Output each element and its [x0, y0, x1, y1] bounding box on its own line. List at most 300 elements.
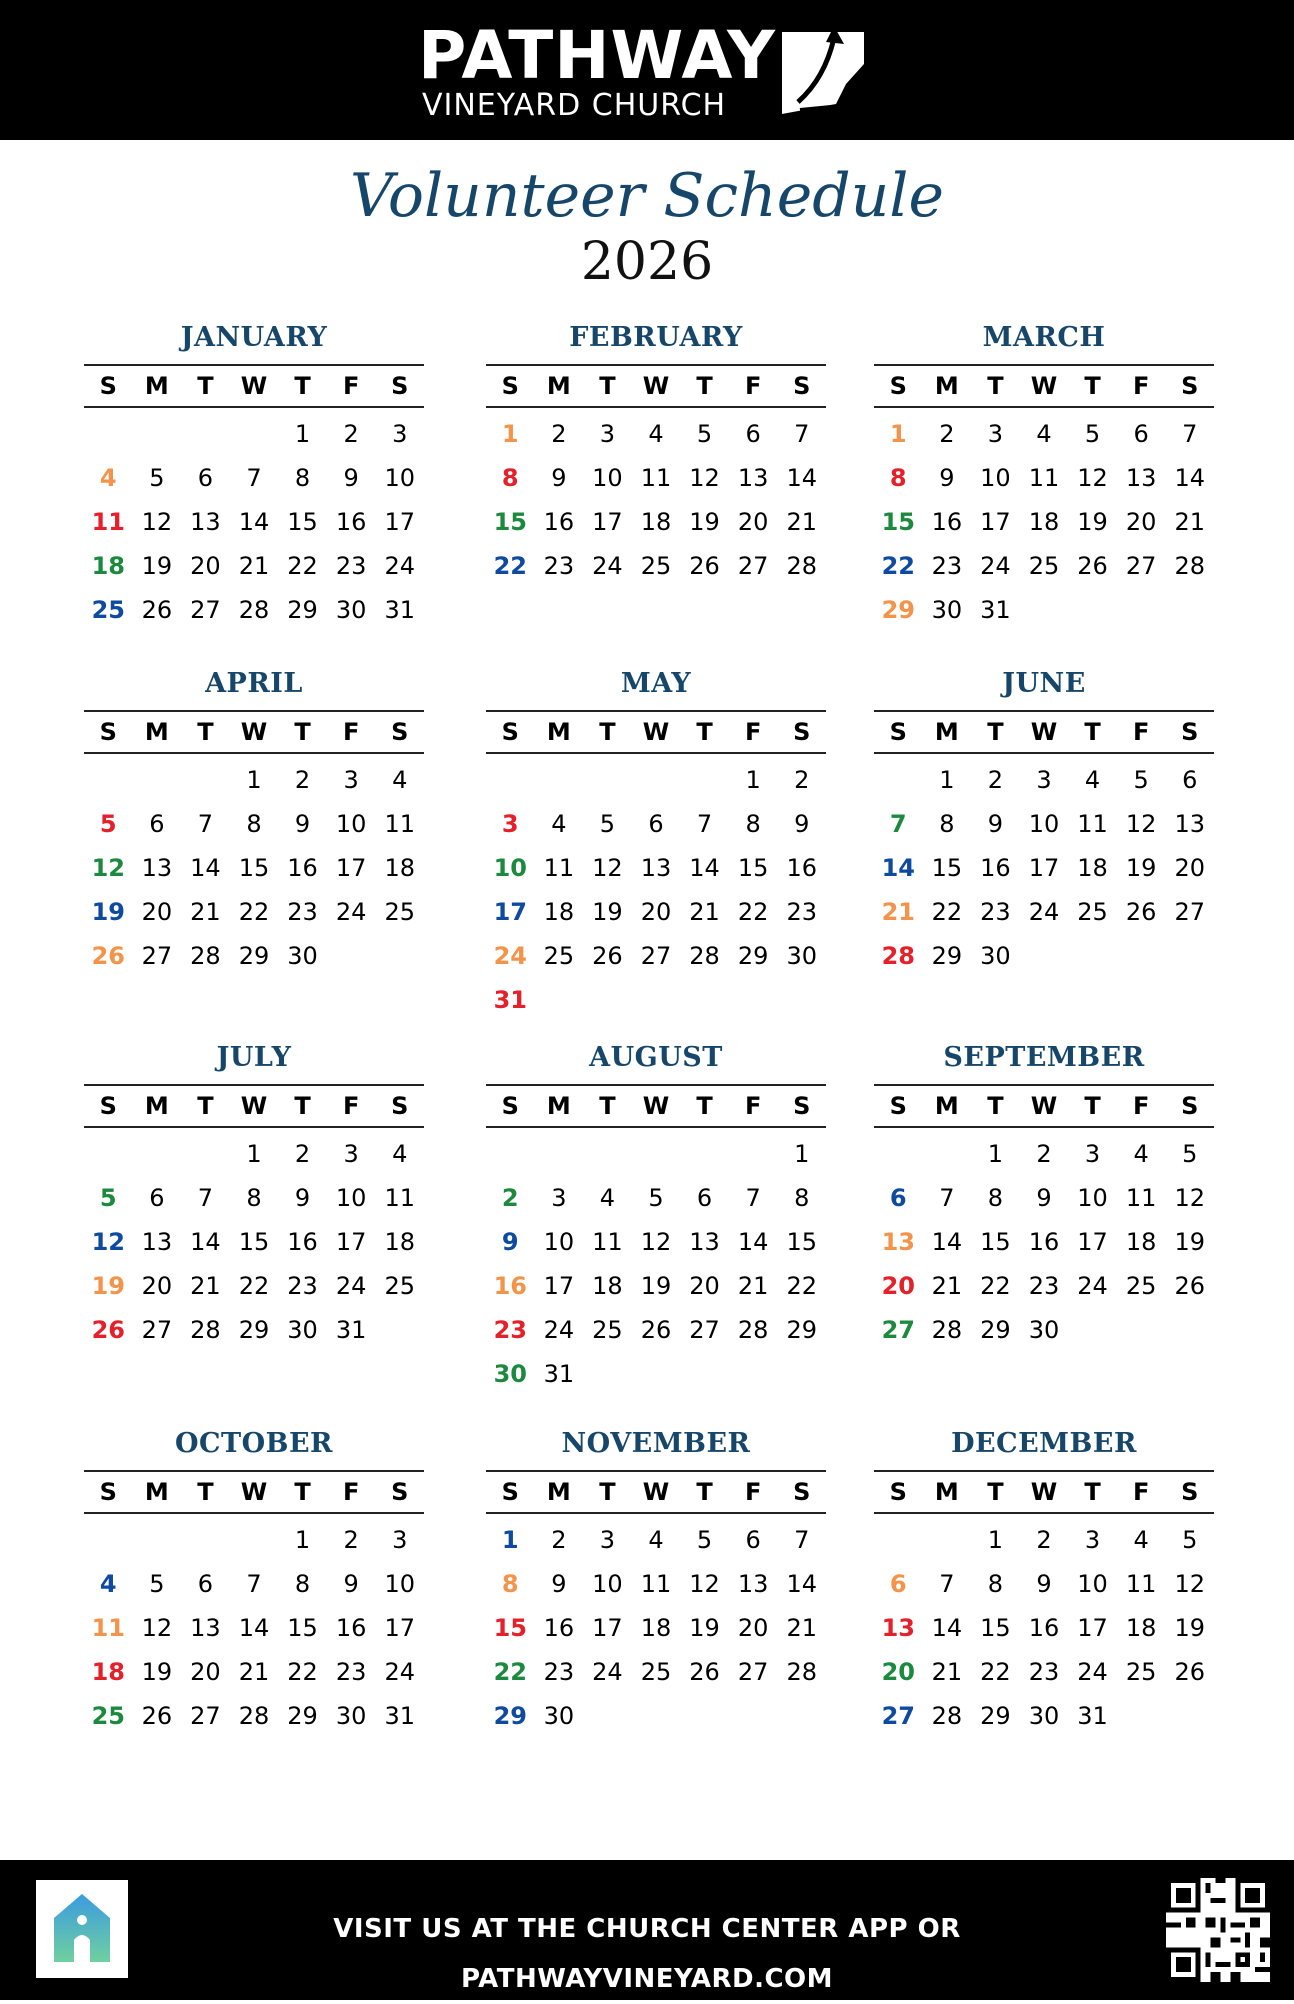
day-number: 10	[1028, 810, 1060, 838]
day-number: 15	[238, 854, 270, 882]
day-number: 22	[287, 552, 318, 580]
empty-day	[583, 1132, 632, 1176]
weekday-label: W	[240, 1092, 268, 1120]
weekday-label: S	[99, 1092, 117, 1120]
month-name: SEPTEMBER	[943, 1042, 1145, 1073]
day-number: 15	[287, 508, 318, 536]
day-number: 4	[392, 1140, 408, 1168]
empty-day	[181, 758, 230, 802]
day-number: 27	[1174, 898, 1205, 926]
sunday-day: 10	[493, 854, 527, 882]
day-number: 14	[931, 1614, 963, 1642]
sunday-day: 2	[501, 1184, 519, 1212]
day-number: 27	[689, 1316, 720, 1344]
qr-code[interactable]	[1166, 1878, 1270, 1982]
day-number: 18	[1028, 508, 1060, 536]
day-number: 11	[1125, 1570, 1157, 1598]
days-grid	[84, 412, 424, 632]
weekday-label: M	[144, 1478, 169, 1506]
day-number: 16	[1028, 1614, 1060, 1642]
page-title: Volunteer Schedule	[350, 161, 944, 231]
day-number: 22	[931, 898, 963, 926]
day-number: 12	[1125, 810, 1157, 838]
sunday-day: 29	[881, 596, 915, 624]
day-number: 11	[640, 1570, 672, 1598]
day-number: 25	[543, 942, 575, 970]
weekday-label: F	[744, 1478, 762, 1506]
weekday-label: W	[1030, 372, 1058, 400]
day-number: 12	[141, 508, 173, 536]
day-number: 26	[141, 1702, 173, 1730]
day-number: 3	[392, 1526, 408, 1554]
month-name: NOVEMBER	[561, 1428, 751, 1459]
day-number: 29	[287, 596, 318, 624]
day-number: 31	[384, 1702, 415, 1730]
day-number: 21	[786, 1614, 817, 1642]
day-number: 30	[1028, 1702, 1060, 1730]
day-number: 24	[543, 1316, 575, 1344]
weekday-label: T	[1084, 372, 1101, 400]
church-center-app-icon[interactable]	[36, 1880, 128, 1978]
empty-day	[535, 1132, 584, 1176]
day-number: 12	[689, 464, 720, 492]
weekday-header	[486, 1470, 826, 1514]
day-number: 27	[737, 1658, 769, 1686]
day-number: 9	[794, 810, 810, 838]
day-number: 20	[737, 1614, 769, 1642]
weekday-label: T	[197, 1478, 214, 1506]
day-number: 28	[238, 1702, 270, 1730]
day-number: 25	[1077, 898, 1108, 926]
day-number: 18	[543, 898, 575, 926]
day-number: 2	[987, 766, 1004, 794]
day-number: 14	[689, 854, 720, 882]
days-grid	[486, 1132, 826, 1396]
weekday-label: T	[696, 372, 713, 400]
sunday-day: 30	[493, 1360, 527, 1388]
day-number: 9	[551, 1570, 567, 1598]
day-number: 24	[1028, 898, 1060, 926]
day-number: 4	[648, 1526, 664, 1554]
weekday-label: W	[240, 718, 268, 746]
day-number: 6	[648, 810, 664, 838]
day-number: 2	[343, 1526, 359, 1554]
weekday-label: T	[599, 718, 616, 746]
day-number: 17	[1028, 854, 1060, 882]
days-grid	[874, 1518, 1214, 1738]
weekday-header	[84, 1470, 424, 1514]
day-number: 27	[141, 942, 173, 970]
day-number: 22	[737, 898, 769, 926]
day-number: 21	[190, 1272, 221, 1300]
day-number: 25	[592, 1316, 623, 1344]
weekday-label: M	[934, 718, 959, 746]
brand-name: PATHWAY	[418, 17, 776, 94]
month-name: JUNE	[1002, 668, 1086, 699]
day-number: 3	[1036, 766, 1052, 794]
sunday-day: 15	[493, 508, 527, 536]
day-number: 5	[149, 464, 165, 492]
empty-day	[181, 412, 230, 456]
day-number: 10	[335, 810, 367, 838]
day-number: 10	[592, 464, 623, 492]
day-number: 7	[1182, 420, 1198, 448]
day-number: 28	[931, 1702, 963, 1730]
day-number: 24	[335, 1272, 367, 1300]
weekday-label: S	[391, 1478, 409, 1506]
day-number: 23	[1028, 1272, 1060, 1300]
day-number: 8	[745, 810, 761, 838]
days-grid	[874, 758, 1214, 978]
day-number: 11	[1028, 464, 1060, 492]
sunday-day: 22	[493, 552, 527, 580]
weekday-label: F	[342, 372, 360, 400]
sunday-day: 17	[493, 898, 527, 926]
day-number: 25	[384, 1272, 415, 1300]
day-number: 3	[551, 1184, 567, 1212]
day-number: 14	[737, 1228, 769, 1256]
day-number: 15	[980, 1614, 1011, 1642]
footer-visit-text[interactable]: VISIT US AT THE CHURCH CENTER APP OR PATHWAYVINEYARD.COM	[333, 1914, 961, 1994]
day-number: 8	[794, 1184, 810, 1212]
sunday-day: 3	[501, 810, 519, 838]
weekday-header	[874, 710, 1214, 754]
day-number: 26	[1174, 1658, 1205, 1686]
month-november	[486, 1424, 826, 1738]
day-number: 7	[939, 1184, 955, 1212]
sunday-day: 19	[91, 898, 125, 926]
day-number: 10	[1077, 1570, 1108, 1598]
day-number: 2	[794, 766, 810, 794]
day-number: 26	[592, 942, 623, 970]
weekday-label: M	[144, 372, 169, 400]
day-number: 31	[335, 1316, 367, 1344]
weekday-label: F	[342, 718, 360, 746]
sunday-day: 6	[889, 1184, 907, 1212]
day-number: 4	[1084, 766, 1101, 794]
empty-day	[84, 412, 133, 456]
day-number: 20	[737, 508, 769, 536]
day-number: 7	[939, 1570, 955, 1598]
weekday-label: W	[642, 1092, 670, 1120]
sunday-day: 20	[881, 1658, 915, 1686]
day-number: 29	[786, 1316, 817, 1344]
month-name: MARCH	[982, 322, 1106, 353]
day-number: 8	[939, 810, 955, 838]
day-number: 19	[592, 898, 623, 926]
day-number: 17	[335, 854, 367, 882]
weekday-label: W	[1030, 1092, 1058, 1120]
weekday-label: T	[294, 1092, 311, 1120]
weekday-label: W	[642, 718, 670, 746]
day-number: 11	[640, 464, 672, 492]
day-number: 24	[1077, 1272, 1108, 1300]
day-number: 27	[141, 1316, 173, 1344]
day-number: 8	[246, 810, 262, 838]
day-number: 19	[141, 1658, 173, 1686]
weekday-label: T	[1084, 718, 1101, 746]
empty-day	[923, 1518, 972, 1562]
empty-day	[486, 758, 535, 802]
sunday-day: 18	[91, 552, 125, 580]
days-grid	[84, 1132, 424, 1352]
sunday-day: 26	[91, 1316, 125, 1344]
day-number: 5	[1182, 1140, 1198, 1168]
day-number: 13	[737, 1570, 769, 1598]
day-number: 12	[1174, 1184, 1205, 1212]
sunday-day: 20	[881, 1272, 915, 1300]
weekday-label: S	[99, 1478, 117, 1506]
day-number: 11	[1077, 810, 1108, 838]
sunday-day: 4	[99, 1570, 117, 1598]
weekday-label: M	[546, 1478, 571, 1506]
day-number: 10	[980, 464, 1011, 492]
weekday-label: F	[342, 1092, 360, 1120]
days-grid	[84, 1518, 424, 1738]
sunday-day: 1	[501, 420, 519, 448]
sunday-day: 29	[493, 1702, 527, 1730]
empty-day	[486, 1132, 535, 1176]
day-number: 29	[980, 1702, 1011, 1730]
sunday-day: 16	[493, 1272, 527, 1300]
day-number: 29	[287, 1702, 318, 1730]
day-number: 1	[246, 1140, 262, 1168]
day-number: 16	[335, 1614, 367, 1642]
day-number: 20	[141, 1272, 173, 1300]
day-number: 30	[786, 942, 817, 970]
day-number: 24	[592, 1658, 623, 1686]
weekday-label: T	[294, 1478, 311, 1506]
weekday-label: S	[1181, 718, 1199, 746]
day-number: 23	[931, 552, 963, 580]
day-number: 17	[1077, 1614, 1108, 1642]
sunday-day: 11	[91, 508, 125, 536]
month-october	[84, 1424, 424, 1738]
weekday-label: M	[934, 1092, 959, 1120]
weekday-label: M	[144, 1092, 169, 1120]
empty-day	[923, 1132, 972, 1176]
empty-day	[84, 1132, 133, 1176]
weekday-label: M	[934, 372, 959, 400]
day-number: 25	[1028, 552, 1060, 580]
sunday-day: 9	[501, 1228, 519, 1256]
day-number: 25	[384, 898, 415, 926]
day-number: 21	[737, 1272, 769, 1300]
sunday-day: 8	[501, 1570, 519, 1598]
day-number: 28	[689, 942, 720, 970]
weekday-label: T	[599, 372, 616, 400]
weekday-header	[874, 1084, 1214, 1128]
day-number: 30	[287, 1316, 318, 1344]
day-number: 23	[543, 1658, 575, 1686]
weekday-label: T	[197, 372, 214, 400]
sunday-day: 22	[881, 552, 915, 580]
sunday-day: 12	[91, 1228, 125, 1256]
days-grid	[84, 758, 424, 978]
day-number: 13	[640, 854, 672, 882]
day-number: 6	[1133, 420, 1149, 448]
day-number: 19	[689, 508, 720, 536]
day-number: 7	[197, 1184, 214, 1212]
day-number: 5	[599, 810, 616, 838]
header-bar	[0, 0, 1294, 140]
day-number: 26	[1077, 552, 1108, 580]
day-number: 3	[599, 420, 616, 448]
day-number: 21	[1174, 508, 1205, 536]
day-number: 9	[1036, 1570, 1052, 1598]
empty-day	[680, 1132, 729, 1176]
days-grid	[486, 758, 826, 1022]
day-number: 1	[294, 420, 311, 448]
day-number: 14	[931, 1228, 963, 1256]
day-number: 8	[987, 1570, 1004, 1598]
day-number: 17	[543, 1272, 575, 1300]
sunday-day: 27	[881, 1316, 915, 1344]
day-number: 4	[648, 420, 664, 448]
day-number: 24	[335, 898, 367, 926]
day-number: 9	[551, 464, 567, 492]
empty-day	[874, 758, 923, 802]
day-number: 28	[190, 942, 221, 970]
weekday-label: T	[987, 372, 1004, 400]
day-number: 15	[980, 1228, 1011, 1256]
sunday-day: 1	[501, 1526, 519, 1554]
day-number: 8	[294, 464, 311, 492]
weekday-label: S	[1181, 1478, 1199, 1506]
day-number: 20	[640, 898, 672, 926]
day-number: 6	[149, 1184, 165, 1212]
weekday-header	[84, 710, 424, 754]
sunday-day: 23	[493, 1316, 527, 1344]
day-number: 17	[980, 508, 1011, 536]
sunday-day: 25	[91, 596, 125, 624]
day-number: 30	[931, 596, 963, 624]
day-number: 24	[592, 552, 623, 580]
sunday-day: 28	[881, 942, 915, 970]
day-number: 26	[1174, 1272, 1205, 1300]
brand-lockup[interactable]	[418, 17, 878, 124]
month-june	[874, 664, 1214, 978]
day-number: 19	[1125, 854, 1157, 882]
day-number: 19	[1174, 1614, 1205, 1642]
day-number: 21	[190, 898, 221, 926]
day-number: 14	[786, 1570, 817, 1598]
weekday-header	[486, 1084, 826, 1128]
weekday-label: S	[793, 1478, 811, 1506]
weekday-label: F	[342, 1478, 360, 1506]
day-number: 14	[786, 464, 817, 492]
weekday-label: S	[889, 718, 907, 746]
day-number: 7	[246, 1570, 262, 1598]
day-number: 21	[786, 508, 817, 536]
sunday-day: 21	[881, 898, 915, 926]
days-grid	[874, 412, 1214, 632]
day-number: 8	[294, 1570, 311, 1598]
day-number: 1	[745, 766, 761, 794]
empty-day	[230, 1518, 279, 1562]
day-number: 13	[190, 508, 221, 536]
day-number: 21	[931, 1658, 963, 1686]
empty-day	[729, 1132, 778, 1176]
weekday-label: M	[934, 1478, 959, 1506]
month-february	[486, 318, 826, 588]
sunday-day: 26	[91, 942, 125, 970]
weekday-label: S	[391, 1092, 409, 1120]
weekday-label: M	[144, 718, 169, 746]
month-april	[84, 664, 424, 978]
weekday-label: F	[1132, 1092, 1150, 1120]
weekday-label: M	[546, 718, 571, 746]
weekday-label: T	[1084, 1478, 1101, 1506]
day-number: 7	[246, 464, 262, 492]
day-number: 20	[190, 552, 221, 580]
pathway-arrow-logo-icon	[776, 24, 876, 120]
weekday-label: T	[987, 1478, 1004, 1506]
day-number: 31	[980, 596, 1011, 624]
weekday-label: S	[889, 1478, 907, 1506]
day-number: 28	[931, 1316, 963, 1344]
day-number: 20	[141, 898, 173, 926]
weekday-label: S	[501, 718, 519, 746]
day-number: 10	[543, 1228, 575, 1256]
day-number: 12	[640, 1228, 672, 1256]
day-number: 13	[141, 854, 173, 882]
day-number: 18	[384, 854, 415, 882]
weekday-label: T	[599, 1092, 616, 1120]
weekday-label: T	[1084, 1092, 1101, 1120]
sunday-day: 24	[493, 942, 527, 970]
day-number: 29	[931, 942, 963, 970]
day-number: 18	[1077, 854, 1108, 882]
day-number: 2	[939, 420, 955, 448]
weekday-header	[874, 364, 1214, 408]
day-number: 31	[384, 596, 415, 624]
day-number: 23	[335, 552, 367, 580]
day-number: 28	[737, 1316, 769, 1344]
day-number: 5	[1084, 420, 1101, 448]
day-number: 18	[384, 1228, 415, 1256]
day-number: 2	[294, 1140, 311, 1168]
weekday-label: S	[793, 1092, 811, 1120]
day-number: 6	[696, 1184, 713, 1212]
weekday-label: S	[1181, 372, 1199, 400]
day-number: 22	[786, 1272, 817, 1300]
weekday-label: M	[546, 372, 571, 400]
day-number: 10	[384, 1570, 415, 1598]
day-number: 3	[599, 1526, 616, 1554]
month-name: APRIL	[205, 668, 303, 699]
day-number: 30	[1028, 1316, 1060, 1344]
sunday-day: 31	[493, 986, 527, 1014]
weekday-label: F	[744, 1092, 762, 1120]
sunday-day: 13	[881, 1228, 915, 1256]
day-number: 16	[543, 1614, 575, 1642]
day-number: 11	[543, 854, 575, 882]
sunday-day: 22	[493, 1658, 527, 1686]
empty-day	[632, 758, 681, 802]
day-number: 9	[294, 810, 311, 838]
day-number: 17	[592, 508, 623, 536]
day-number: 19	[1174, 1228, 1205, 1256]
day-number: 17	[384, 1614, 415, 1642]
day-number: 4	[551, 810, 567, 838]
weekday-label: S	[391, 718, 409, 746]
day-number: 14	[190, 854, 221, 882]
empty-day	[181, 1132, 230, 1176]
day-number: 1	[246, 766, 262, 794]
day-number: 23	[287, 1272, 318, 1300]
weekday-label: S	[793, 718, 811, 746]
